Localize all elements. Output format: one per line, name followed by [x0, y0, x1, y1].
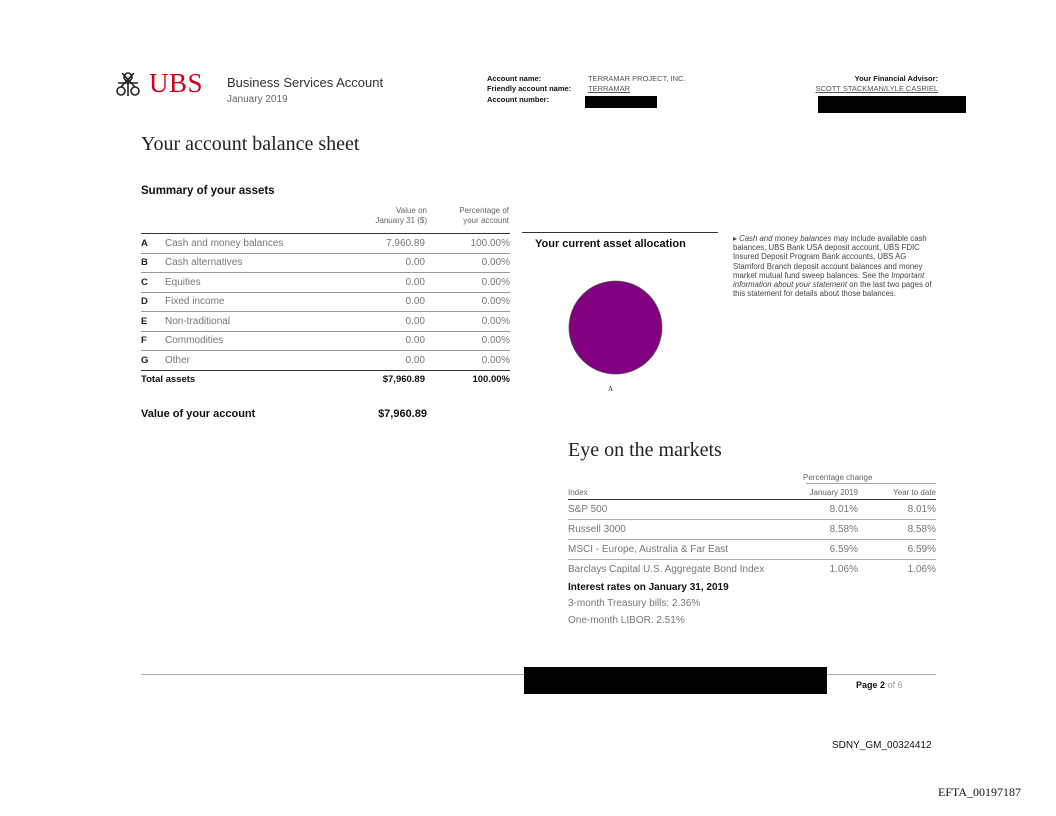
balance-sheet-title: Your account balance sheet [141, 133, 360, 155]
account-number-redaction [585, 96, 657, 108]
page-number: 2 [880, 680, 886, 690]
row-key: C [141, 273, 165, 293]
row-value: 0.00 [345, 351, 425, 371]
value-column-header [350, 206, 427, 226]
efta-number: EFTA_00197187 [938, 785, 1022, 799]
index-name: Russell 3000 [568, 520, 790, 540]
statement-period: January 2019 [227, 94, 288, 105]
total-row [141, 370, 510, 389]
row-value: 0.00 [345, 273, 425, 293]
ytd-change: 8.58% [858, 520, 936, 540]
ubs-logo [113, 68, 203, 99]
table-row [141, 234, 510, 254]
pie-slice-a [569, 281, 662, 374]
row-label: Fixed income [165, 292, 345, 312]
footer-redaction [524, 667, 827, 694]
note-text-2: on the last two pages of this statement for details about those balances. [733, 280, 932, 299]
allocation-note [733, 234, 933, 298]
note-text-1: may include available cash balances, UBS Bank USA deposit account, UBS FDIC Insured Deposit Program Bank accounts, UBS AG Stamford Branch deposit account balances and money market mutual fund sweep balances. See the [733, 234, 927, 280]
row-pct: 0.00% [425, 312, 510, 332]
advisor-label: Your Financial Advisor: [854, 74, 938, 83]
libor-rate: One-month LIBOR: 2.51% [568, 615, 685, 626]
row-value: 0.00 [345, 331, 425, 351]
row-label: Cash and money balances [165, 234, 345, 254]
table-row [568, 500, 936, 520]
table-row [568, 560, 936, 580]
account-name-value: TERRAMAR PROJECT, INC. [588, 74, 686, 83]
row-label: Equities [165, 273, 345, 293]
page-word: Page [856, 680, 878, 690]
total-value: $7,960.89 [345, 370, 425, 389]
row-pct: 0.00% [425, 273, 510, 293]
bates-number: SDNY_GM_00324412 [832, 740, 932, 751]
index-name: S&P 500 [568, 500, 790, 520]
allocation-divider [522, 232, 718, 233]
row-value: 0.00 [345, 253, 425, 273]
table-row [141, 273, 510, 293]
table-row [141, 292, 510, 312]
index-name: Barclays Capital U.S. Aggregate Bond Index [568, 560, 790, 580]
row-label: Other [165, 351, 345, 371]
table-row [568, 540, 936, 560]
treasury-rate: 3-month Treasury bills: 2.36% [568, 598, 701, 609]
rates-title: Interest rates on January 31, 2019 [568, 582, 729, 593]
row-key: A [141, 234, 165, 254]
account-value-label: Value of your account [141, 408, 256, 420]
row-label: Cash alternatives [165, 253, 345, 273]
row-key: B [141, 253, 165, 273]
table-row [141, 351, 510, 371]
table-row [568, 520, 936, 540]
markets-title: Eye on the markets [568, 439, 722, 461]
total-pct: 100.00% [425, 370, 510, 389]
friendly-name-label: Friendly account name: [487, 84, 572, 93]
row-pct: 100.00% [425, 234, 510, 254]
markets-table [568, 499, 936, 579]
page-indicator [856, 680, 903, 690]
month-change: 8.01% [790, 500, 858, 520]
table-row [141, 253, 510, 273]
row-label: Non-traditional [165, 312, 345, 332]
logo-text: UBS [149, 68, 204, 98]
row-key: F [141, 331, 165, 351]
row-pct: 0.00% [425, 292, 510, 312]
index-header: Index [568, 488, 588, 497]
month-change: 6.59% [790, 540, 858, 560]
ytd-change: 6.59% [858, 540, 936, 560]
ytd-change: 8.01% [858, 500, 936, 520]
allocation-pie-chart [568, 280, 663, 375]
month-header: January 2019 [809, 488, 858, 497]
allocation-title: Your current asset allocation [535, 238, 686, 250]
ytd-change: 1.06% [858, 560, 936, 580]
pct-header-line1: Percentage of [459, 206, 509, 215]
pct-change-rule [806, 483, 936, 484]
row-value: 0.00 [345, 292, 425, 312]
pct-change-header: Percentage change [803, 473, 873, 482]
note-italic-2: Important information about your statement [733, 270, 925, 290]
row-label: Commodities [165, 331, 345, 351]
summary-title: Summary of your assets [141, 185, 275, 197]
row-pct: 0.00% [425, 351, 510, 371]
note-italic: Cash and money balances [739, 234, 832, 243]
page-total: of 6 [887, 680, 903, 690]
row-pct: 0.00% [425, 331, 510, 351]
bullet-icon: ▸ [733, 234, 740, 243]
month-change: 1.06% [790, 560, 858, 580]
account-value: $7,960.89 [378, 408, 427, 420]
table-row [141, 312, 510, 332]
advisor-redaction [818, 96, 966, 113]
value-header-line1: Value on [396, 206, 427, 215]
keys-icon [113, 69, 143, 99]
row-key: E [141, 312, 165, 332]
advisor-value: SCOTT STACKMAN/LYLE CASRIEL [815, 84, 938, 93]
value-header-line2: January 31 ($) [375, 216, 427, 225]
pct-column-header [430, 206, 509, 226]
ytd-header: Year to date [893, 488, 936, 497]
account-type: Business Services Account [227, 75, 384, 90]
pie-label: A [608, 385, 614, 393]
account-number-label: Account number: [487, 95, 550, 104]
assets-table [141, 233, 510, 389]
table-row [141, 331, 510, 351]
row-value: 7,960.89 [345, 234, 425, 254]
row-key: G [141, 351, 165, 371]
index-name: MSCI - Europe, Australia & Far East [568, 540, 790, 560]
pct-header-line2: your account [463, 216, 509, 225]
row-pct: 0.00% [425, 253, 510, 273]
month-change: 8.58% [790, 520, 858, 540]
row-value: 0.00 [345, 312, 425, 332]
total-label: Total assets [141, 370, 345, 389]
friendly-name-value: TERRAMAR [588, 84, 631, 93]
row-key: D [141, 292, 165, 312]
account-name-label: Account name: [487, 74, 542, 83]
